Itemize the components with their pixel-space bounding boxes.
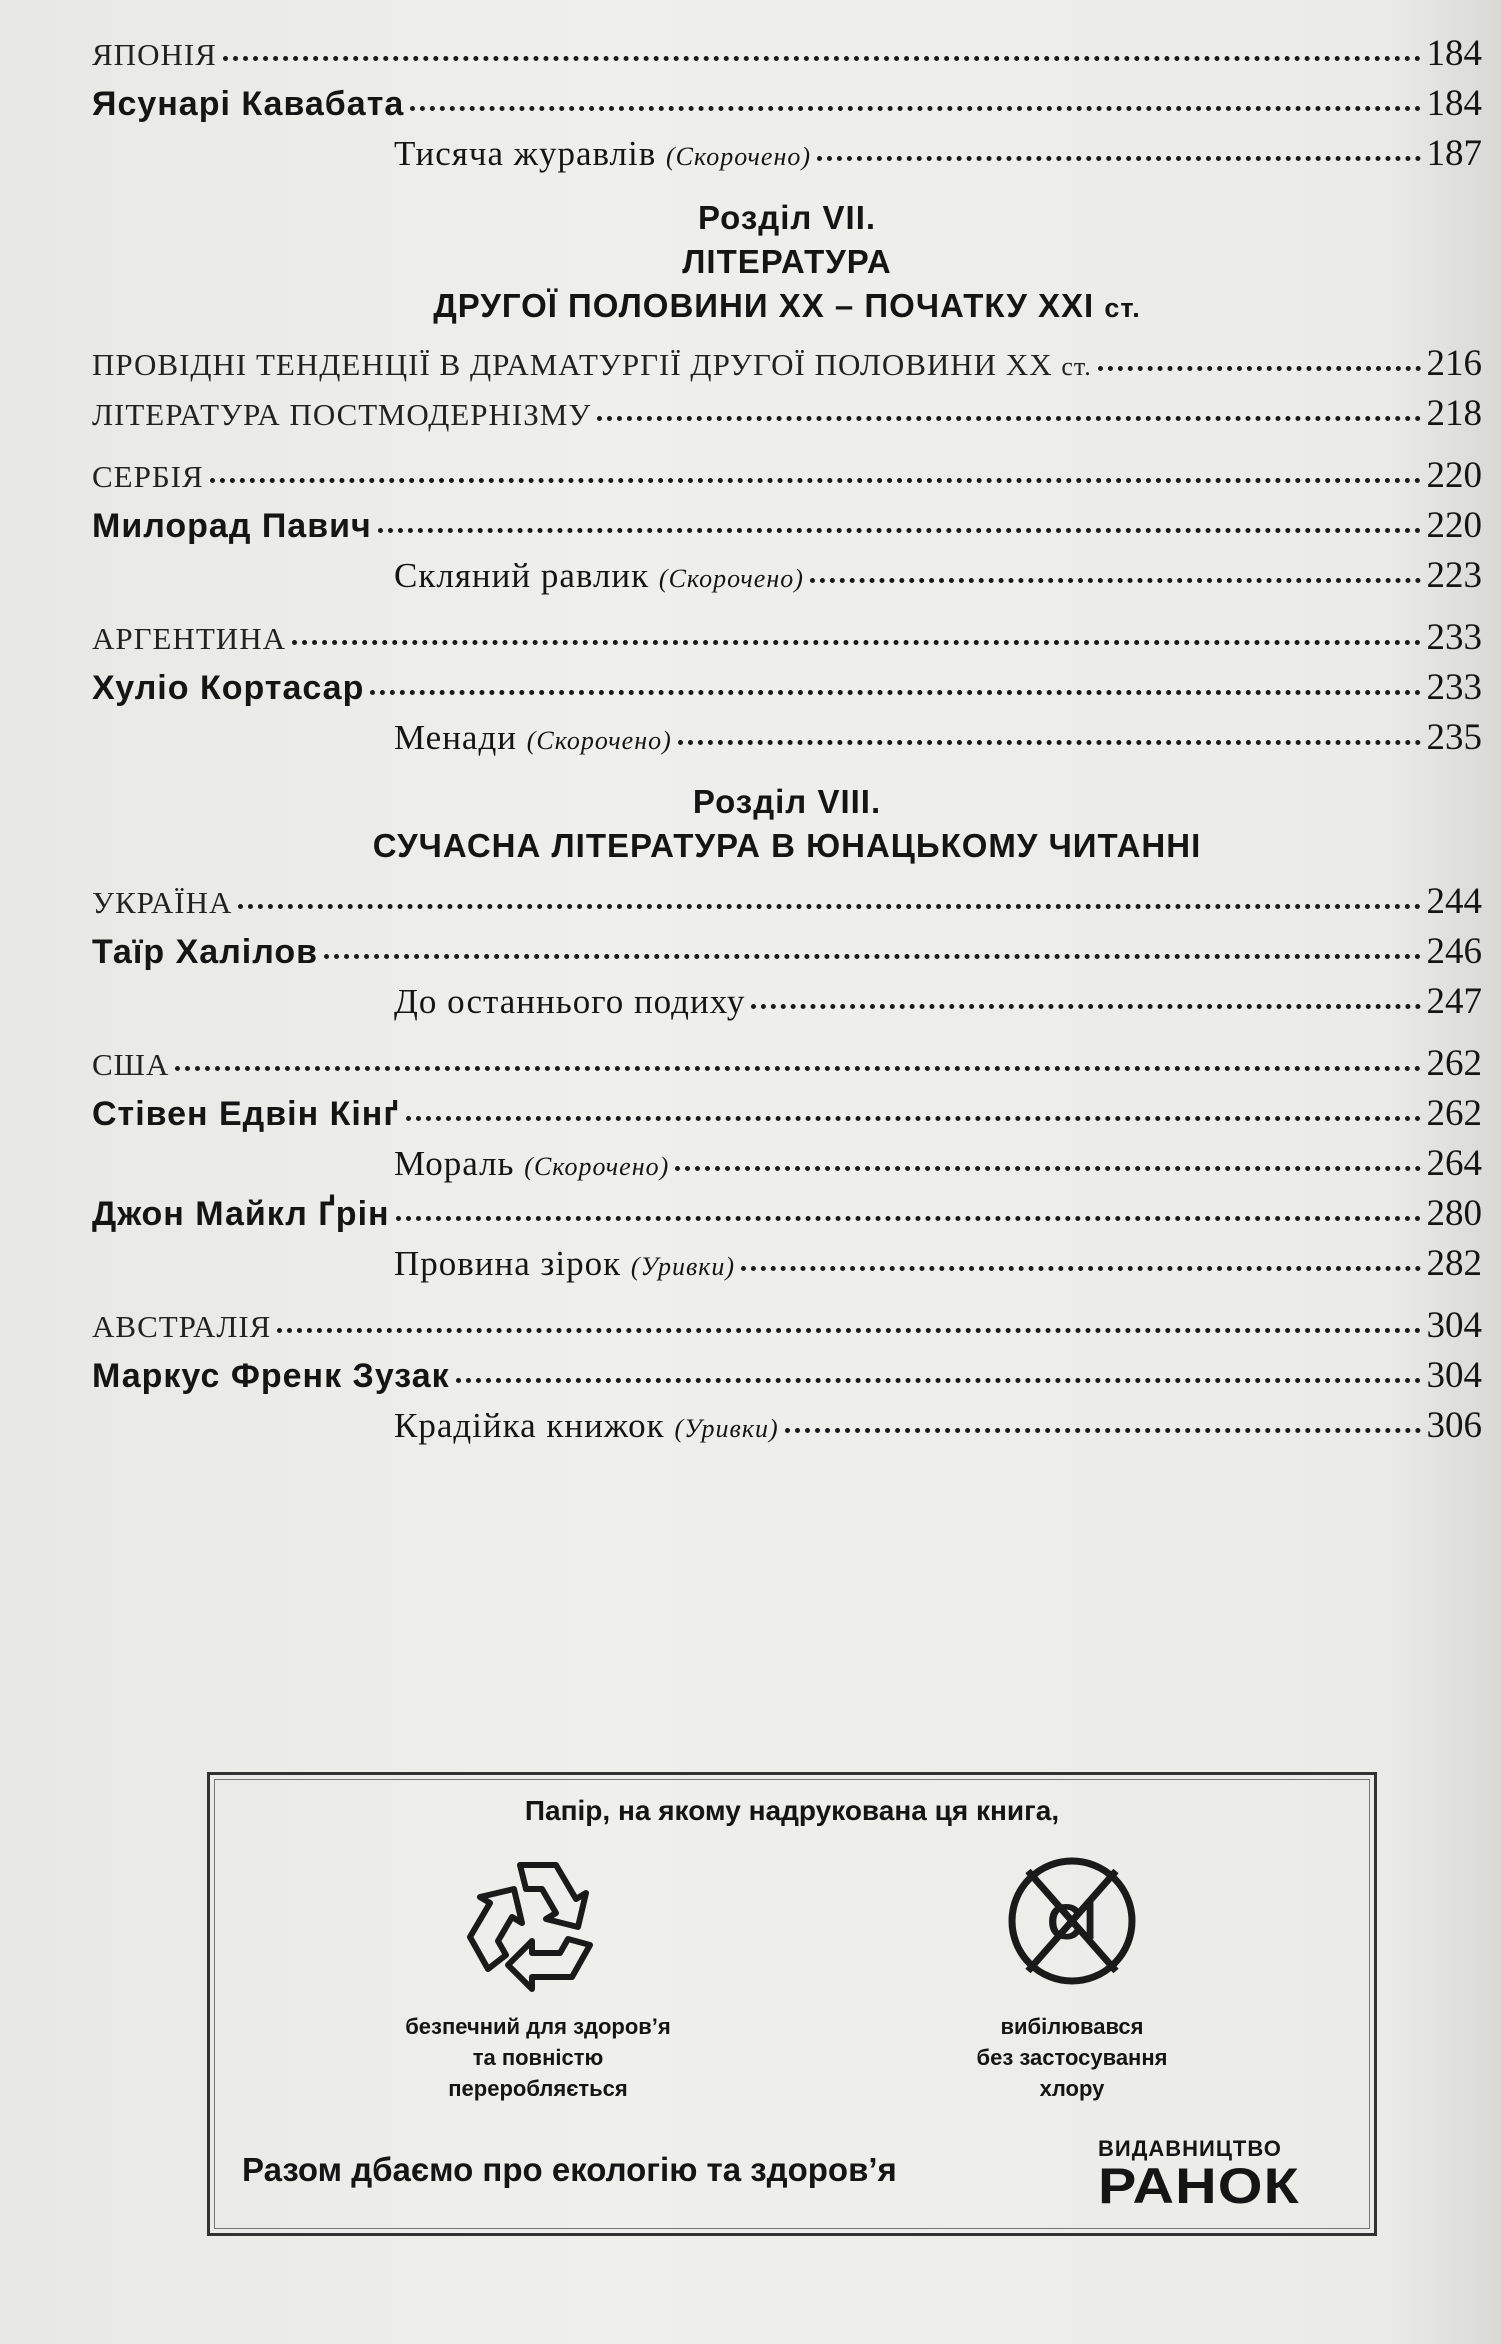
recycle-caption-2: та повністю: [472, 2045, 604, 2070]
page-number: 282: [1426, 1243, 1482, 1284]
publisher-logo: [1098, 2136, 1308, 2214]
page-number: 262: [1426, 1093, 1482, 1134]
page-number: 184: [1426, 83, 1482, 124]
work-note: (Уривки): [674, 1414, 779, 1443]
dot-leader: [277, 1327, 1420, 1333]
toc-work-last-breath[interactable]: [92, 980, 1482, 1030]
toc-work-maenads[interactable]: [92, 716, 1482, 766]
work-title: Провина зірок: [394, 1244, 622, 1283]
page-number: 220: [1426, 455, 1482, 496]
page-number: 264: [1426, 1143, 1482, 1184]
toc-label: Стівен Едвін Кінґ: [92, 1095, 400, 1133]
dot-leader: [785, 1427, 1421, 1433]
dot-leader: [678, 739, 1421, 745]
page-number: 246: [1426, 931, 1482, 972]
spacer: [92, 442, 1482, 454]
work-title: Скляний равлик: [394, 556, 650, 595]
toc-label: [394, 1144, 669, 1184]
dot-leader: [238, 903, 1420, 909]
work-title: До останнього подиху: [394, 982, 746, 1021]
toc-country-usa[interactable]: [92, 1042, 1482, 1092]
page-number: 280: [1426, 1193, 1482, 1234]
section-title-line: ЛІТЕРАТУРА: [682, 243, 892, 280]
section-number: Розділ VII.: [697, 199, 877, 236]
dot-leader: [456, 1377, 1421, 1383]
work-note: (Скорочено): [666, 142, 812, 171]
eco-slogan: Разом дбаємо про екологію та здоров’я: [242, 2151, 897, 2188]
toc-label: Джон Майкл Ґрін: [92, 1195, 390, 1233]
toc-label: ЯПОНІЯ: [92, 37, 217, 72]
section-heading-8: [92, 780, 1482, 868]
work-title: Крадійка книжок: [394, 1406, 665, 1445]
dot-leader: [817, 155, 1420, 161]
toc-label: Ясунарі Кавабата: [92, 85, 405, 123]
toc-label: Хуліо Кортасар: [92, 669, 365, 707]
toc-label: СЕРБІЯ: [92, 459, 204, 494]
toc-work-book-thief[interactable]: [92, 1404, 1482, 1454]
toc-label: Таїр Халілов: [92, 933, 319, 971]
dot-leader: [751, 1003, 1420, 1009]
page-number: 235: [1426, 717, 1482, 758]
toc-postmodernism[interactable]: [92, 392, 1482, 442]
toc-work-morality[interactable]: [92, 1142, 1482, 1192]
recycle-caption-1: безпечний для здоров’я: [405, 2014, 671, 2039]
no-chlorine-column: [902, 1847, 1242, 2104]
chlorine-caption-2: без застосування: [976, 2045, 1168, 2070]
page-number: 216: [1426, 343, 1482, 384]
toc-label: Маркус Френк Зузак: [92, 1357, 450, 1395]
toc-country-ukraine[interactable]: [92, 880, 1482, 930]
page-number: 262: [1426, 1043, 1482, 1084]
toc-author-kawabata[interactable]: [92, 82, 1482, 132]
toc-label: АВСТРАЛІЯ: [92, 1309, 272, 1344]
toc-label: [394, 1244, 735, 1284]
toc-label: [394, 134, 811, 174]
page-number: 187: [1426, 133, 1482, 174]
recycle-icon: [458, 1847, 618, 1995]
toc-label: УКРАЇНА: [92, 885, 233, 920]
toc-label: АРГЕНТИНА: [92, 621, 286, 656]
work-title: Менади: [394, 718, 517, 757]
toc-author-green[interactable]: [92, 1192, 1482, 1242]
page-number: 223: [1426, 555, 1482, 596]
page-number: 184: [1426, 33, 1482, 74]
chlorine-caption-1: вибілювався: [1000, 2014, 1144, 2039]
dot-leader: [324, 953, 1420, 959]
dot-leader: [406, 1115, 1421, 1121]
work-title: Мораль: [394, 1144, 515, 1183]
toc-label: США: [92, 1047, 170, 1082]
toc-work-glass-snail[interactable]: [92, 554, 1482, 604]
dot-leader: [675, 1165, 1420, 1171]
dot-leader: [223, 55, 1421, 61]
page-number: 304: [1426, 1355, 1482, 1396]
dot-leader: [378, 527, 1421, 533]
dot-leader: [175, 1065, 1420, 1071]
dot-leader: [210, 477, 1421, 483]
toc-work-fault-in-our-stars[interactable]: [92, 1242, 1482, 1292]
toc-author-cortazar[interactable]: [92, 666, 1482, 716]
dot-leader: [1098, 365, 1421, 371]
page-number: 247: [1426, 981, 1482, 1022]
work-note: (Скорочено): [658, 564, 804, 593]
no-chlorine-icon: [992, 1847, 1152, 1995]
dot-leader: [810, 577, 1421, 583]
section-title-line: ДРУГОЇ ПОЛОВИНИ XX – ПОЧАТКУ XXI ст.: [433, 287, 1141, 324]
spacer: [92, 1030, 1482, 1042]
publisher-name: РАНОК: [1098, 2158, 1300, 2214]
toc-author-khalilov[interactable]: [92, 930, 1482, 980]
toc-country-japan[interactable]: [92, 32, 1482, 82]
page-number: 218: [1426, 393, 1482, 434]
work-title: Тисяча журавлів: [394, 134, 657, 173]
dot-leader: [292, 639, 1421, 645]
dot-leader: [741, 1265, 1420, 1271]
toc-label: [394, 556, 804, 596]
toc-label: [394, 718, 672, 758]
page-number: 306: [1426, 1405, 1482, 1446]
publisher-label: ВИДАВНИЦТВО: [1098, 2136, 1282, 2161]
toc-author-king[interactable]: [92, 1092, 1482, 1142]
dot-leader: [370, 689, 1420, 695]
toc-author-zusak[interactable]: [92, 1354, 1482, 1404]
toc-label: [394, 1406, 779, 1446]
toc-drama-trends[interactable]: [92, 342, 1482, 392]
section-number: Розділ VIII.: [692, 783, 882, 820]
page-number: 233: [1426, 617, 1482, 658]
work-note: (Скорочено): [524, 1152, 670, 1181]
page-number: 220: [1426, 505, 1482, 546]
table-of-contents: [92, 32, 1482, 1454]
dot-leader: [597, 415, 1420, 421]
section-heading-7: [92, 196, 1482, 330]
work-note: (Уривки): [630, 1252, 736, 1281]
chlorine-caption-3: хлору: [1039, 2076, 1105, 2101]
svg-text:Cl: Cl: [1047, 1894, 1097, 1950]
dot-leader: [410, 105, 1420, 111]
toc-label: Милорад Павич: [92, 507, 372, 545]
toc-label: ПРОВІДНІ ТЕНДЕНЦІЇ В ДРАМАТУРГІЇ ДРУГОЇ ПОЛОВИНИ XX ст.: [92, 347, 1092, 382]
toc-country-argentina[interactable]: [92, 616, 1482, 666]
recycle-column: [368, 1847, 708, 2104]
section-title-line: СУЧАСНА ЛІТЕРАТУРА В ЮНАЦЬКОМУ ЧИТАННІ: [372, 827, 1202, 864]
page-number: 304: [1426, 1305, 1482, 1346]
toc-country-australia[interactable]: [92, 1304, 1482, 1354]
toc-label: ЛІТЕРАТУРА ПОСТМОДЕРНІЗМУ: [92, 397, 592, 432]
eco-paper-notice: [207, 1772, 1377, 2236]
spacer: [92, 604, 1482, 616]
toc-author-pavic[interactable]: [92, 504, 1482, 554]
page-number: 233: [1426, 667, 1482, 708]
dot-leader: [396, 1215, 1421, 1221]
recycle-caption-3: переробляється: [448, 2076, 628, 2101]
page-number: 244: [1426, 881, 1482, 922]
notice-title: Папір, на якому надрукована ця книга,: [524, 1795, 1060, 1826]
work-note: (Скорочено): [526, 726, 672, 755]
toc-country-serbia[interactable]: [92, 454, 1482, 504]
toc-work-thousand-cranes[interactable]: [92, 132, 1482, 182]
spacer: [92, 1292, 1482, 1304]
